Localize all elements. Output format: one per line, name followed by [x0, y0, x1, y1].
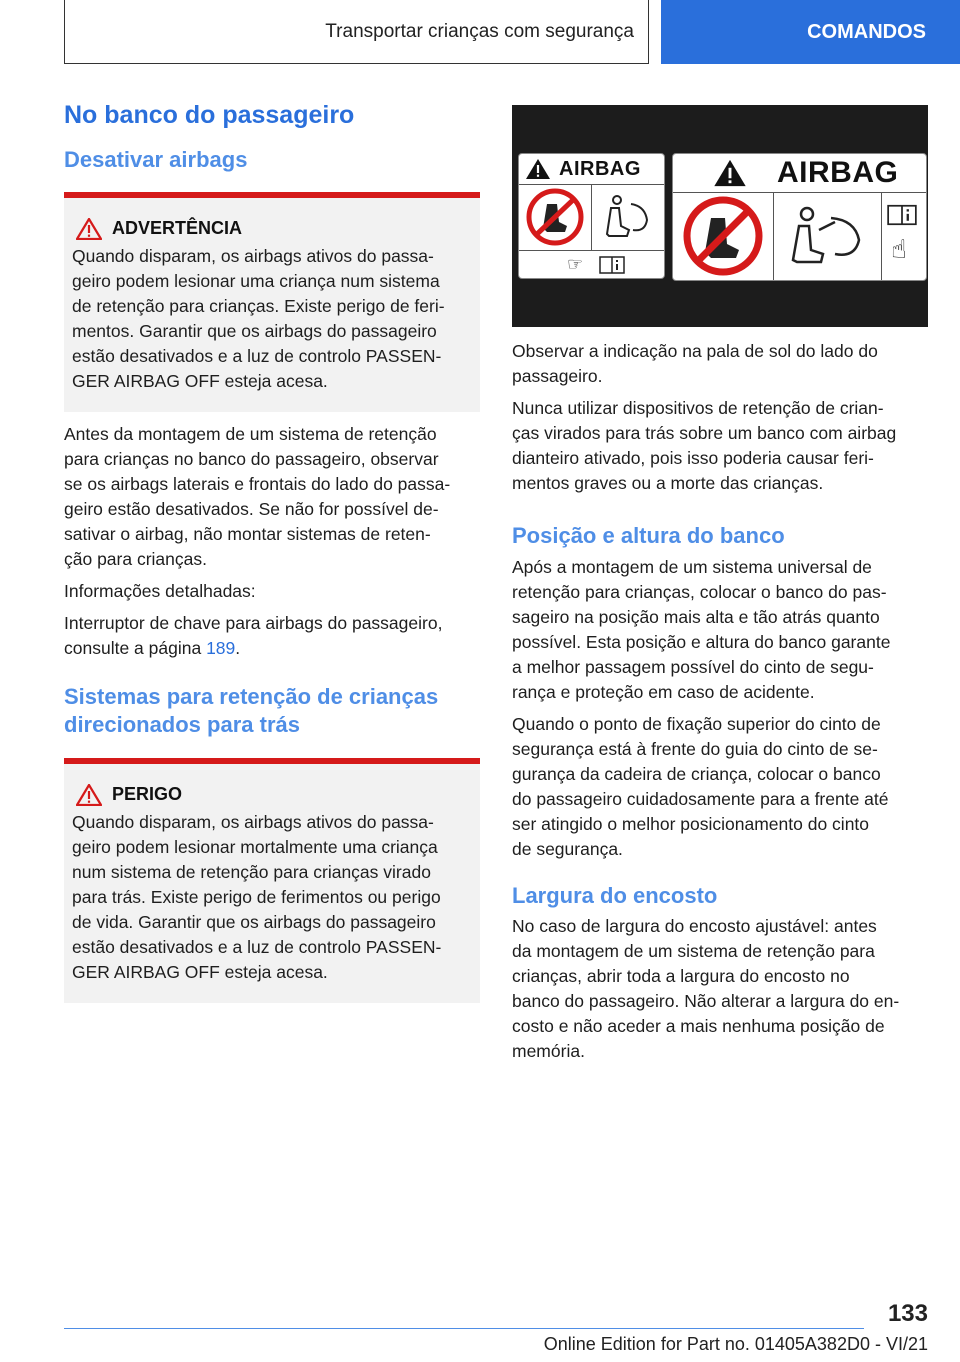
page-link-189[interactable]: 189 [206, 637, 236, 658]
paragraph-line: se os airbags laterais e frontais do lado do passa- [64, 473, 451, 494]
warning-text-line: GER AIRBAG OFF esteja acesa. [72, 370, 328, 391]
paragraph-line: para crianças no banco do passageiro, observar [64, 448, 439, 469]
warning-triangle-icon [76, 784, 102, 806]
section-title-backrest-width: Largura do encosto [512, 882, 718, 908]
warning-title [76, 784, 472, 806]
warning-box-perigo [64, 758, 480, 1003]
hand-point-icon: ☞ [567, 254, 584, 274]
warning-title [76, 218, 472, 240]
paragraph-backrest-width [512, 914, 928, 1064]
warning-text-line: num sistema de retenção para crianças virado [72, 861, 431, 882]
see-page-prefix: consulte a página [64, 637, 207, 658]
paragraph-line: gurança da cadeira de criança, colocar o banco [512, 763, 881, 784]
paragraph-line: do passageiro cuidadosamente para a frente até [512, 788, 889, 809]
paragraph-line: da montagem de um sistema de retenção para [512, 941, 875, 962]
paragraph-line: rança e proteção em caso de acidente. [512, 681, 815, 702]
paragraph-line: possível. Esta posição e altura do banco garante [512, 631, 891, 652]
warning-text-line: Quando disparam, os airbags ativos do passa- [72, 811, 434, 832]
warning-text-line: Quando disparam, os airbags ativos do passa- [72, 245, 434, 266]
paragraph-line: banco do passageiro. Não alterar a largura do en- [512, 991, 900, 1012]
chapter-tab-label: COMANDOS [807, 20, 926, 43]
warning-label: ADVERTÊNCIA [112, 218, 243, 239]
section-title-line: Sistemas para retenção de crianças [64, 683, 439, 709]
paragraph-line: Nunca utilizar dispositivos de retenção de crian- [512, 398, 884, 418]
airbag-label-text: AIRBAG [777, 156, 899, 189]
header-section-title [64, 0, 649, 64]
manual-book-icon [887, 204, 917, 226]
warning-text-line: de retenção para crianças. Existe perigo de feri- [72, 295, 445, 316]
seat-airbag-icon [597, 190, 657, 244]
footer-divider [64, 1328, 864, 1329]
paragraph-line: No caso de largura do encosto ajustável: antes [512, 916, 877, 937]
right-column [512, 105, 928, 1064]
paragraph-line: Observar a indicação na pala de sol do lado do [512, 341, 878, 361]
warning-text-line: estão desativados e a luz de controlo PASSEN- [72, 936, 442, 957]
no-child-seat-icon [523, 188, 587, 246]
paragraph-line: ser atingido o melhor posicionamento do cinto [512, 813, 870, 834]
seat-airbag-icon [779, 200, 879, 272]
chapter-tab[interactable] [661, 0, 960, 64]
paragraph-sun-visor [512, 339, 928, 389]
section-title-rear-facing [64, 683, 480, 740]
paragraph-line: Antes da montagem de um sistema de retenção [64, 423, 437, 444]
airbag-label-large [672, 153, 927, 281]
paragraph-seat-position [512, 555, 928, 705]
hand-point-icon: ☝ [891, 234, 907, 264]
page-number: 133 [887, 1300, 928, 1327]
airbag-label-text: AIRBAG [559, 158, 641, 180]
warning-triangle-icon [713, 158, 747, 188]
warning-triangle-icon [76, 218, 102, 240]
paragraph-line: geiro estão desativados. Se não for possível de- [64, 498, 439, 519]
paragraph-never-use [512, 396, 928, 496]
warning-text-line: estão desativados e a luz de controlo PASSEN- [72, 345, 442, 366]
paragraph-line: passageiro. [512, 366, 603, 386]
paragraph-line: a melhor passagem possível do cinto de segu- [512, 656, 874, 677]
footer-edition: Online Edition for Part no. 01405A382D0 - VI/21 [543, 1334, 928, 1354]
warning-text-line: de vida. Garantir que os airbags do passageiro [72, 911, 436, 932]
paragraph-line: mentos graves ou a morte das crianças. [512, 473, 824, 493]
warning-text-line: para trás. Existe perigo de ferimentos ou perigo [72, 886, 441, 907]
airbag-label-photo [512, 105, 928, 327]
paragraph-line: costo e não aceder a mais nenhuma posição de [512, 1016, 885, 1037]
no-child-seat-icon [677, 196, 769, 276]
see-page-suffix: . [235, 637, 241, 658]
paragraph-line: dianteiro ativado, pois isso poderia causar feri- [512, 448, 874, 468]
paragraph-see-page [64, 636, 480, 661]
paragraph-switch: Interruptor de chave para airbags do passageiro, [64, 612, 443, 633]
paragraph-line: ças virados para trás sobre um banco com airbag [512, 423, 897, 443]
section-title-seat-position: Posição e altura do banco [512, 523, 785, 548]
paragraph-line: crianças, abrir toda a largura do encosto no [512, 966, 850, 987]
paragraph-line: segurança está à frente do guia do cinto de se- [512, 738, 878, 759]
warning-triangle-icon [525, 158, 551, 180]
paragraph-belt-anchor [512, 712, 928, 862]
paragraph-line: memória. [512, 1041, 585, 1062]
warning-text-line: geiro podem lesionar uma criança num sistema [72, 270, 440, 291]
paragraph-before-mounting [64, 422, 480, 572]
airbag-label-small [518, 153, 665, 279]
warning-text-line: GER AIRBAG OFF esteja acesa. [72, 961, 328, 982]
paragraph-line: retenção para crianças, colocar o banco do pas- [512, 581, 887, 602]
page-title: No banco do passageiro [64, 101, 355, 129]
manual-book-icon [599, 256, 625, 274]
paragraph-line: sageiro na posição mais alta e tão atrás quanto [512, 606, 880, 627]
warning-text-line: mentos. Garantir que os airbags do passageiro [72, 320, 437, 341]
section-title-line: direcionados para trás [64, 712, 300, 738]
section-title-text: Transportar crianças com segurança [325, 20, 634, 42]
paragraph-line: ção para crianças. [64, 548, 207, 569]
subtitle-disable-airbags: Desativar airbags [64, 147, 248, 173]
paragraph-line: sativar o airbag, não montar sistemas de reten- [64, 523, 431, 544]
warning-box-advertencia [64, 192, 480, 412]
paragraph-details: Informações detalhadas: [64, 580, 256, 601]
warning-label: PERIGO [112, 784, 183, 805]
left-column [64, 100, 480, 1003]
paragraph-line: Após a montagem de um sistema universal de [512, 556, 872, 577]
warning-text-line: geiro podem lesionar mortalmente uma criança [72, 836, 438, 857]
paragraph-line: Quando o ponto de fixação superior do cinto de [512, 713, 881, 734]
paragraph-line: de segurança. [512, 838, 623, 859]
